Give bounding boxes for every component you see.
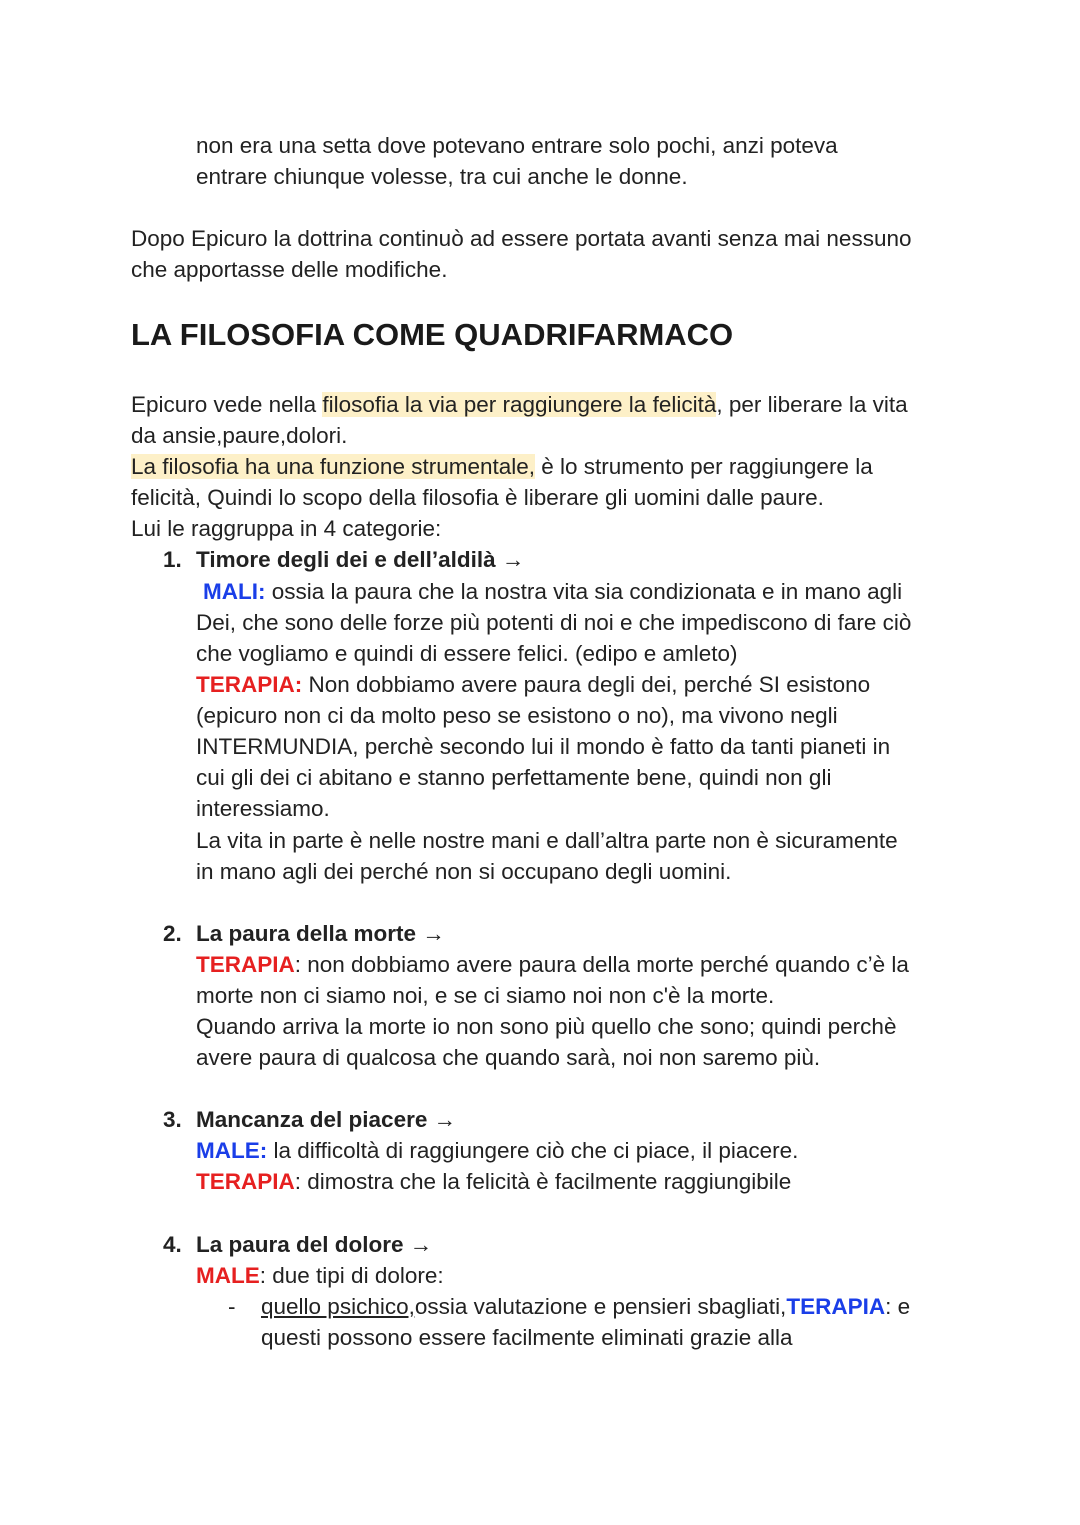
sub-bullet-dash: - (228, 1294, 236, 1319)
list-item-line: La vita in parte è nelle nostre mani e dall’altra parte non è sicuramente (196, 828, 898, 853)
terapia-label: TERAPIA (196, 1169, 295, 1194)
male-label: MALE: (196, 1138, 268, 1163)
list-item-title: La paura del dolore → (196, 1232, 433, 1257)
sub-list-line: questi possono essere facilmente eliminati grazie alla (261, 1325, 793, 1350)
paragraph-line: da ansie,paure,dolori. (131, 423, 348, 448)
male-label: MALE (196, 1263, 260, 1288)
text-span: Non dobbiamo avere paura degli dei, perché SI esistono (302, 672, 871, 697)
text-span: : dimostra che la felicità è facilmente raggiungibile (294, 1169, 792, 1194)
list-item-title: Timore degli dei e dell’aldilà → (196, 547, 525, 572)
text-span: è lo strumento per raggiungere la (535, 454, 873, 479)
list-number: 4. (163, 1232, 182, 1257)
male-label: MALI: (203, 579, 266, 604)
list-item-line: in mano agli dei perché non si occupano degli uomini. (196, 859, 732, 884)
list-item-line: Dei, che sono delle forze più potenti di noi e che impediscono di fare ciò (196, 610, 912, 635)
list-item-line: interessiamo. (196, 796, 330, 821)
terapia-label: TERAPIA (786, 1294, 886, 1319)
text-span: Epicuro vede nella (131, 392, 323, 417)
list-number: 2. (163, 921, 182, 946)
list-item-line: (epicuro non ci da molto peso se esistono o no), ma vivono negli (196, 703, 838, 728)
terapia-label: TERAPIA (196, 952, 295, 977)
list-item-line (196, 1260, 444, 1291)
list-item-line: morte non ci siamo noi, e se ci siamo noi non c'è la morte. (196, 983, 775, 1008)
list-item-line (196, 1135, 798, 1166)
list-item-line: Quando arriva la morte io non sono più quello che sono; quindi perchè (196, 1014, 897, 1039)
highlighted-text: La filosofia ha una funzione strumentale, (131, 454, 536, 479)
sub-list-line (261, 1291, 910, 1322)
text-span: ossia la paura che la nostra vita sia condizionata e in mano agli (265, 579, 903, 604)
list-item-line: INTERMUNDIA, perchè secondo lui il mondo è fatto da tanti pianeti in (196, 734, 891, 759)
text-span: : non dobbiamo avere paura della morte perché quando c’è la (294, 952, 909, 977)
section-heading: LA FILOSOFIA COME QUADRIFARMACO (131, 317, 734, 352)
highlighted-text: filosofia la via per raggiungere la felicità (322, 392, 717, 417)
text-span: ossia valutazione e pensieri sbagliati, (414, 1294, 787, 1319)
list-item-line: che vogliamo e quindi di essere felici. (edipo e amleto) (196, 641, 738, 666)
list-item-line: cui gli dei ci abitano e stanno perfettamente bene, quindi non gli (196, 765, 832, 790)
underlined-text: quello psichico, (261, 1294, 415, 1319)
list-item-title: La paura della morte → (196, 921, 445, 946)
list-item-line (203, 576, 902, 607)
list-item-line (196, 1166, 791, 1197)
paragraph-line (131, 451, 873, 482)
text-span: : due tipi di dolore: (259, 1263, 444, 1288)
text-span: , per liberare la vita (716, 392, 908, 417)
list-item-line (196, 949, 909, 980)
paragraph-line: Lui le raggruppa in 4 categorie: (131, 516, 442, 541)
text-span: la difficoltà di raggiungere ciò che ci piace, il piacere. (267, 1138, 799, 1163)
list-item-line (196, 669, 870, 700)
paragraph-line (131, 389, 908, 420)
text-span: : e (885, 1294, 911, 1319)
paragraph-line: felicità, Quindi lo scopo della filosofia è liberare gli uomini dalle paure. (131, 485, 824, 510)
list-item-title: Mancanza del piacere → (196, 1107, 457, 1132)
list-number: 1. (163, 547, 182, 572)
intro-line: non era una setta dove potevano entrare solo pochi, anzi poteva (196, 133, 838, 158)
list-item-line: avere paura di qualcosa che quando sarà, noi non saremo più. (196, 1045, 821, 1070)
paragraph-line: che apportasse delle modifiche. (131, 257, 448, 282)
list-number: 3. (163, 1107, 182, 1132)
terapia-label: TERAPIA: (196, 672, 303, 697)
intro-line: entrare chiunque volesse, tra cui anche le donne. (196, 164, 688, 189)
paragraph-line: Dopo Epicuro la dottrina continuò ad essere portata avanti senza mai nessuno (131, 226, 912, 251)
